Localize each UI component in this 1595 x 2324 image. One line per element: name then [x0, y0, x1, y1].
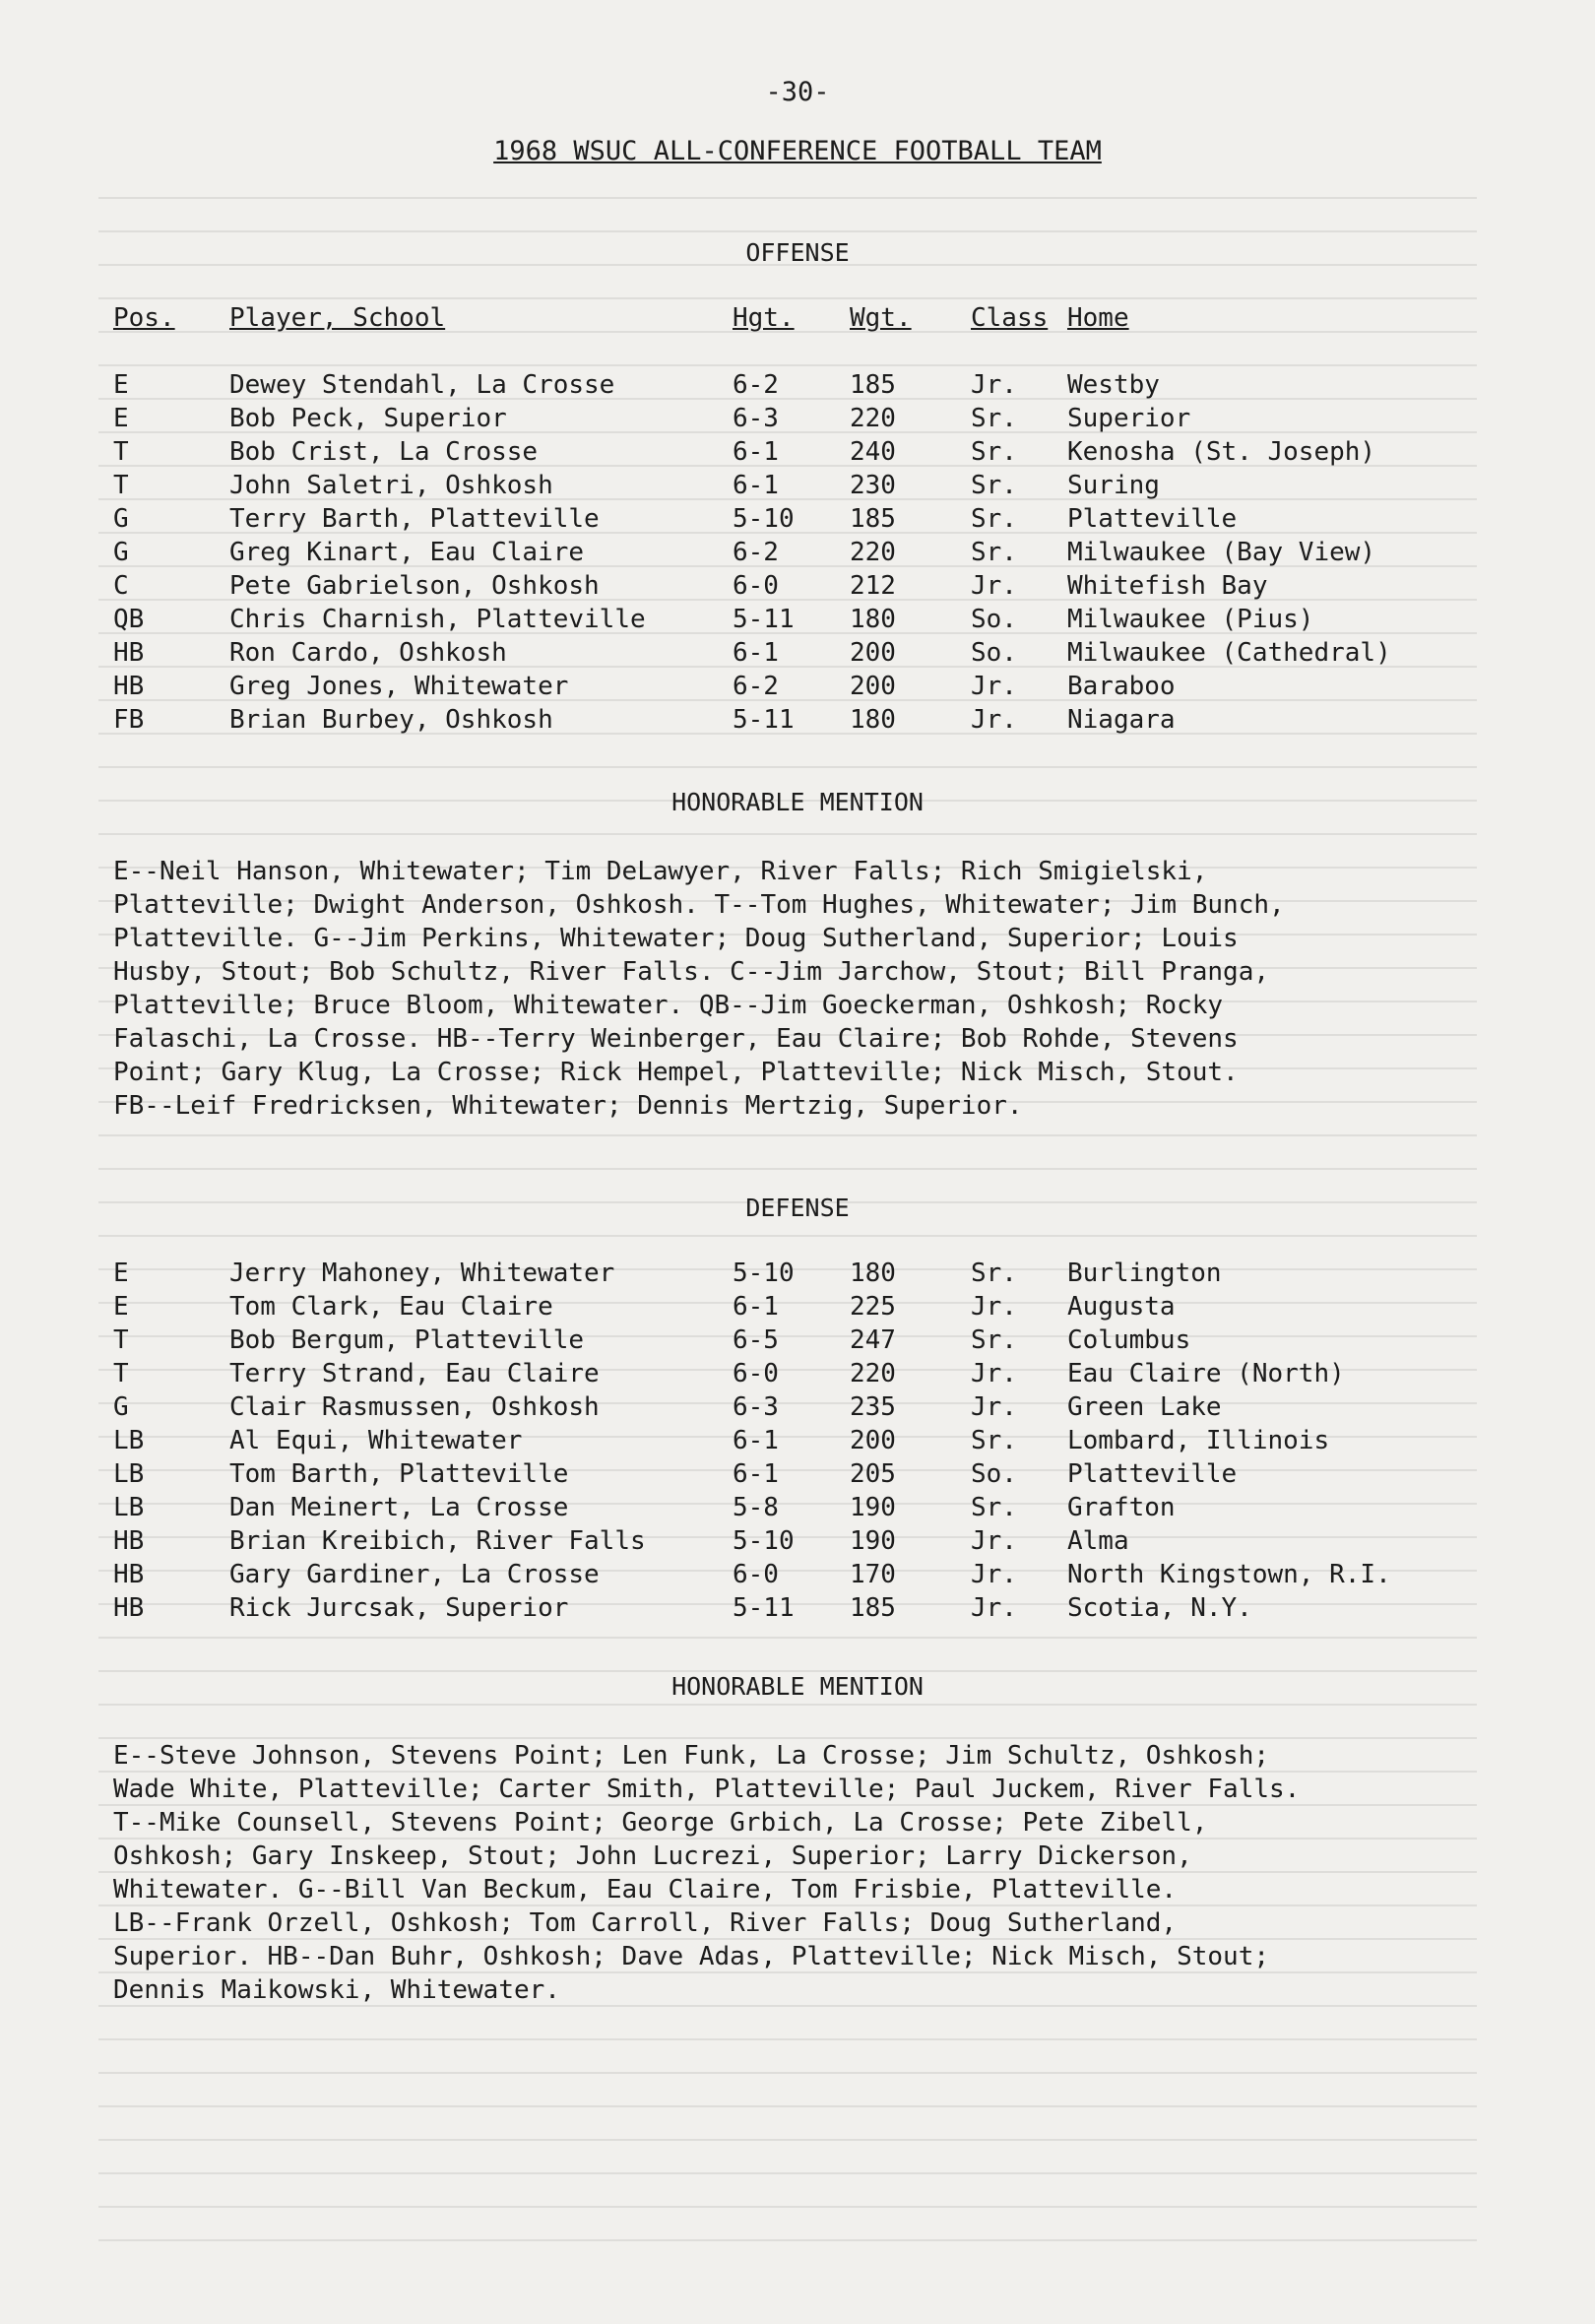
- cell-wgt: 230: [850, 471, 896, 500]
- cell-home: North Kingstown, R.I.: [1067, 1560, 1391, 1589]
- cell-class: Sr.: [971, 404, 1017, 433]
- table-row: [0, 538, 1595, 571]
- offense-honorable-mention: [113, 855, 1492, 1123]
- table-row: [0, 370, 1595, 404]
- cell-hgt: 5-11: [733, 1593, 795, 1623]
- cell-wgt: 220: [850, 404, 896, 433]
- table-row: [0, 1493, 1595, 1526]
- cell-pos: QB: [113, 605, 145, 634]
- cell-wgt: 185: [850, 504, 896, 534]
- cell-hgt: 5-11: [733, 605, 795, 634]
- cell-class: Jr.: [971, 571, 1017, 601]
- defense-heading: DEFENSE: [745, 1194, 850, 1222]
- text-line: T--Mike Counsell, Stevens Point; George Grbich, La Crosse; Pete Zibell,: [113, 1808, 1208, 1838]
- offense-heading: OFFENSE: [745, 238, 850, 267]
- cell-hgt: 6-0: [733, 571, 779, 601]
- cell-player: Pete Gabrielson, Oshkosh: [229, 571, 600, 601]
- defense-honorable-mention: [113, 1739, 1492, 2007]
- cell-player: Bob Crist, La Crosse: [229, 437, 539, 467]
- cell-player: Bob Bergum, Platteville: [229, 1325, 585, 1355]
- table-row: [0, 1359, 1595, 1392]
- cell-home: Baraboo: [1067, 672, 1176, 701]
- cell-hgt: 6-2: [733, 672, 779, 701]
- cell-pos: C: [113, 571, 129, 601]
- cell-home: Lombard, Illinois: [1067, 1426, 1330, 1455]
- cell-wgt: 190: [850, 1526, 896, 1556]
- offense-column-headers: [0, 303, 1595, 337]
- cell-class: Sr.: [971, 538, 1017, 567]
- header-hgt: Hgt.: [733, 303, 795, 333]
- cell-pos: T: [113, 1325, 129, 1355]
- text-line: LB--Frank Orzell, Oshkosh; Tom Carroll, River Falls; Doug Sutherland,: [113, 1908, 1178, 1938]
- cell-hgt: 6-2: [733, 370, 779, 400]
- table-row: [0, 605, 1595, 638]
- cell-pos: T: [113, 1359, 129, 1388]
- cell-class: Jr.: [971, 1593, 1017, 1623]
- cell-player: Dan Meinert, La Crosse: [229, 1493, 569, 1522]
- cell-home: Superior: [1067, 404, 1191, 433]
- cell-home: Westby: [1067, 370, 1160, 400]
- cell-wgt: 220: [850, 1359, 896, 1388]
- cell-home: Niagara: [1067, 705, 1176, 735]
- cell-home: Milwaukee (Bay View): [1067, 538, 1376, 567]
- table-row: [0, 1426, 1595, 1459]
- cell-class: So.: [971, 638, 1017, 668]
- cell-home: Suring: [1067, 471, 1160, 500]
- text-line: E--Steve Johnson, Stevens Point; Len Funk, La Crosse; Jim Schultz, Oshkosh;: [113, 1741, 1269, 1771]
- cell-player: Jerry Mahoney, Whitewater: [229, 1259, 615, 1288]
- cell-pos: HB: [113, 1526, 145, 1556]
- cell-wgt: 180: [850, 605, 896, 634]
- cell-class: So.: [971, 1459, 1017, 1489]
- table-row: [0, 1325, 1595, 1359]
- text-line: Oshkosh; Gary Inskeep, Stout; John Lucrezi, Superior; Larry Dickerson,: [113, 1841, 1192, 1871]
- text-line: Wade White, Platteville; Carter Smith, Platteville; Paul Juckem, River Falls.: [113, 1775, 1301, 1804]
- table-row: [0, 705, 1595, 739]
- cell-player: Rick Jurcsak, Superior: [229, 1593, 569, 1623]
- cell-player: Bob Peck, Superior: [229, 404, 507, 433]
- cell-pos: T: [113, 471, 129, 500]
- cell-pos: LB: [113, 1493, 145, 1522]
- header-pos: Pos.: [113, 303, 175, 333]
- table-row: [0, 1459, 1595, 1493]
- cell-pos: HB: [113, 1560, 145, 1589]
- cell-hgt: 6-3: [733, 404, 779, 433]
- cell-home: Milwaukee (Pius): [1067, 605, 1314, 634]
- table-row: [0, 1259, 1595, 1292]
- table-row: [0, 1560, 1595, 1593]
- cell-class: Sr.: [971, 437, 1017, 467]
- cell-home: Burlington: [1067, 1259, 1222, 1288]
- cell-pos: E: [113, 1259, 129, 1288]
- cell-wgt: 200: [850, 1426, 896, 1455]
- cell-hgt: 5-8: [733, 1493, 779, 1522]
- cell-player: Al Equi, Whitewater: [229, 1426, 523, 1455]
- table-row: [0, 1292, 1595, 1325]
- cell-home: Augusta: [1067, 1292, 1176, 1322]
- cell-wgt: 240: [850, 437, 896, 467]
- cell-home: Kenosha (St. Joseph): [1067, 437, 1376, 467]
- cell-class: Sr.: [971, 504, 1017, 534]
- table-row: [0, 1526, 1595, 1560]
- text-line: Whitewater. G--Bill Van Beckum, Eau Claire, Tom Frisbie, Platteville.: [113, 1875, 1178, 1904]
- cell-pos: LB: [113, 1426, 145, 1455]
- cell-wgt: 235: [850, 1392, 896, 1422]
- cell-pos: E: [113, 370, 129, 400]
- cell-hgt: 6-0: [733, 1560, 779, 1589]
- cell-hgt: 6-0: [733, 1359, 779, 1388]
- cell-home: Green Lake: [1067, 1392, 1222, 1422]
- cell-pos: E: [113, 404, 129, 433]
- cell-wgt: 200: [850, 638, 896, 668]
- cell-wgt: 185: [850, 370, 896, 400]
- cell-player: Greg Jones, Whitewater: [229, 672, 569, 701]
- cell-hgt: 6-1: [733, 1459, 779, 1489]
- cell-home: Columbus: [1067, 1325, 1191, 1355]
- cell-hgt: 5-10: [733, 1259, 795, 1288]
- cell-hgt: 5-10: [733, 504, 795, 534]
- cell-player: Terry Strand, Eau Claire: [229, 1359, 600, 1388]
- page-title: [0, 136, 1595, 166]
- cell-home: Grafton: [1067, 1493, 1176, 1522]
- text-line: Platteville; Bruce Bloom, Whitewater. QB--Jim Goeckerman, Oshkosh; Rocky: [113, 991, 1224, 1020]
- cell-class: Jr.: [971, 1292, 1017, 1322]
- table-row: [0, 638, 1595, 672]
- table-row: [0, 571, 1595, 605]
- cell-class: Jr.: [971, 705, 1017, 735]
- cell-pos: E: [113, 1292, 129, 1322]
- text-line: FB--Leif Fredricksen, Whitewater; Dennis Mertzig, Superior.: [113, 1091, 1023, 1121]
- cell-player: Greg Kinart, Eau Claire: [229, 538, 585, 567]
- cell-pos: G: [113, 1392, 129, 1422]
- cell-home: Platteville: [1067, 504, 1238, 534]
- text-line: Dennis Maikowski, Whitewater.: [113, 1975, 560, 2005]
- text-line: Platteville; Dwight Anderson, Oshkosh. T--Tom Hughes, Whitewater; Jim Bunch,: [113, 890, 1285, 920]
- cell-wgt: 220: [850, 538, 896, 567]
- cell-pos: LB: [113, 1459, 145, 1489]
- cell-player: Clair Rasmussen, Oshkosh: [229, 1392, 600, 1422]
- cell-hgt: 6-2: [733, 538, 779, 567]
- table-row: [0, 471, 1595, 504]
- text-line: Platteville. G--Jim Perkins, Whitewater; Doug Sutherland, Superior; Louis: [113, 924, 1239, 953]
- cell-hgt: 6-3: [733, 1392, 779, 1422]
- cell-home: Scotia, N.Y.: [1067, 1593, 1252, 1623]
- text-line: E--Neil Hanson, Whitewater; Tim DeLawyer, River Falls; Rich Smigielski,: [113, 857, 1208, 886]
- cell-pos: HB: [113, 1593, 145, 1623]
- header-home: Home: [1067, 303, 1129, 333]
- table-row: [0, 672, 1595, 705]
- cell-class: Sr.: [971, 471, 1017, 500]
- cell-wgt: 212: [850, 571, 896, 601]
- cell-hgt: 6-1: [733, 437, 779, 467]
- cell-home: Alma: [1067, 1526, 1129, 1556]
- cell-player: Ron Cardo, Oshkosh: [229, 638, 507, 668]
- cell-wgt: 247: [850, 1325, 896, 1355]
- cell-home: Milwaukee (Cathedral): [1067, 638, 1391, 668]
- cell-class: Jr.: [971, 1560, 1017, 1589]
- header-player: Player, School: [229, 303, 446, 333]
- cell-class: Sr.: [971, 1493, 1017, 1522]
- cell-player: Terry Barth, Platteville: [229, 504, 600, 534]
- defense-honorable-heading: HONORABLE MENTION: [671, 1672, 924, 1701]
- cell-class: Sr.: [971, 1259, 1017, 1288]
- cell-player: Brian Burbey, Oshkosh: [229, 705, 553, 735]
- cell-home: Eau Claire (North): [1067, 1359, 1345, 1388]
- cell-pos: G: [113, 504, 129, 534]
- cell-wgt: 200: [850, 672, 896, 701]
- cell-class: Jr.: [971, 1526, 1017, 1556]
- cell-player: Tom Barth, Platteville: [229, 1459, 569, 1489]
- title-text: 1968 WSUC ALL-CONFERENCE FOOTBALL TEAM: [493, 136, 1102, 166]
- text-line: Falaschi, La Crosse. HB--Terry Weinberger, Eau Claire; Bob Rohde, Stevens: [113, 1024, 1239, 1054]
- cell-home: Whitefish Bay: [1067, 571, 1268, 601]
- cell-player: Dewey Stendahl, La Crosse: [229, 370, 615, 400]
- cell-wgt: 180: [850, 705, 896, 735]
- cell-wgt: 170: [850, 1560, 896, 1589]
- cell-wgt: 185: [850, 1593, 896, 1623]
- text-line: Point; Gary Klug, La Crosse; Rick Hempel, Platteville; Nick Misch, Stout.: [113, 1058, 1239, 1087]
- cell-player: John Saletri, Oshkosh: [229, 471, 553, 500]
- cell-hgt: 6-1: [733, 638, 779, 668]
- table-row: [0, 437, 1595, 471]
- cell-pos: G: [113, 538, 129, 567]
- header-wgt: Wgt.: [850, 303, 912, 333]
- cell-home: Platteville: [1067, 1459, 1238, 1489]
- table-row: [0, 404, 1595, 437]
- cell-pos: HB: [113, 638, 145, 668]
- table-row: [0, 1392, 1595, 1426]
- cell-pos: T: [113, 437, 129, 467]
- cell-wgt: 190: [850, 1493, 896, 1522]
- cell-hgt: 6-1: [733, 1426, 779, 1455]
- cell-player: Chris Charnish, Platteville: [229, 605, 646, 634]
- cell-wgt: 180: [850, 1259, 896, 1288]
- cell-wgt: 205: [850, 1459, 896, 1489]
- cell-hgt: 6-5: [733, 1325, 779, 1355]
- cell-class: Sr.: [971, 1426, 1017, 1455]
- cell-hgt: 6-1: [733, 471, 779, 500]
- header-class: Class: [971, 303, 1049, 333]
- cell-wgt: 225: [850, 1292, 896, 1322]
- cell-hgt: 5-10: [733, 1526, 795, 1556]
- text-line: Superior. HB--Dan Buhr, Oshkosh; Dave Adas, Platteville; Nick Misch, Stout;: [113, 1942, 1269, 1971]
- cell-hgt: 6-1: [733, 1292, 779, 1322]
- cell-hgt: 5-11: [733, 705, 795, 735]
- table-row: [0, 504, 1595, 538]
- cell-class: So.: [971, 605, 1017, 634]
- cell-player: Gary Gardiner, La Crosse: [229, 1560, 600, 1589]
- cell-class: Jr.: [971, 672, 1017, 701]
- cell-pos: HB: [113, 672, 145, 701]
- table-row: [0, 1593, 1595, 1627]
- page-number: -30-: [765, 77, 830, 107]
- cell-pos: FB: [113, 705, 145, 735]
- text-line: Husby, Stout; Bob Schultz, River Falls. C--Jim Jarchow, Stout; Bill Pranga,: [113, 957, 1269, 987]
- cell-class: Jr.: [971, 1359, 1017, 1388]
- cell-class: Sr.: [971, 1325, 1017, 1355]
- cell-class: Jr.: [971, 370, 1017, 400]
- cell-player: Brian Kreibich, River Falls: [229, 1526, 646, 1556]
- cell-player: Tom Clark, Eau Claire: [229, 1292, 553, 1322]
- cell-class: Jr.: [971, 1392, 1017, 1422]
- offense-honorable-heading: HONORABLE MENTION: [671, 788, 924, 816]
